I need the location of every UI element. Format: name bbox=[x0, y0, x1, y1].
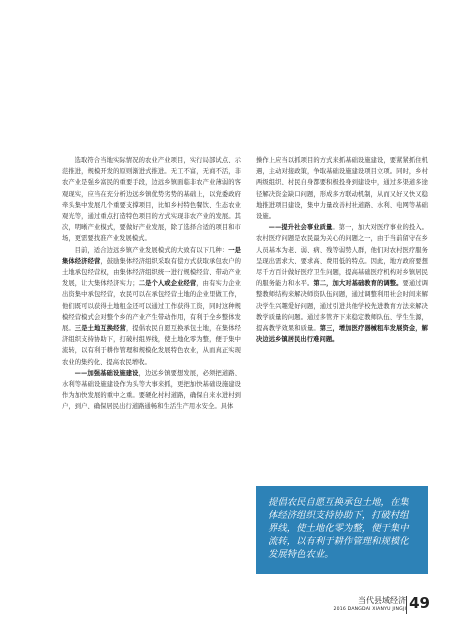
left-column bbox=[62, 155, 241, 413]
section-heading: ——提升社会事业质量 bbox=[268, 224, 333, 232]
bold-lead: 二是个人或企业经营 bbox=[138, 280, 197, 288]
page-number: 49 bbox=[409, 594, 430, 612]
bold-lead: 第二，加大对基础教育的调整。 bbox=[313, 280, 403, 288]
right-column bbox=[256, 155, 428, 345]
section-heading: ——加强基础设施建设 bbox=[74, 369, 139, 377]
pull-quote-box bbox=[256, 486, 428, 574]
paragraph: 选取符合当地实际情况的农业产业项目，实行局部试点、示范推进，规模开发的原则渐进式推进。无工不富，无商不活，非农产业是强乡富民的重要手段，边远乡镇面临非农产业薄弱的客观现实，应当在充分析边远乡镇优势劣势的基础上，以党委政府牵头集中发展几个重要支撑项目，比如乡村特色餐饮、生态农业观光等，通过重点打造特色项目的方式实现非农产业的发展。其次，明晰产业模式，要做好产业发展，除了选择合适的项目和市场，更需要找准产业发展模式。 bbox=[62, 157, 241, 243]
paragraph: ——加强基础设施建设，边远乡镇要想发展，必须把道路、水利等基础设施建设作为头等大事来抓，更把加快基础设施建设作为加快发展的重中之重。要硬化村村道路，确保自来水进村到户，到户、确保居民出行道路通畅和生活生产用水安全。具体 bbox=[62, 369, 241, 411]
paragraph: ——提升社会事业质量。第一，加大对医疗事业的投入。农村医疗问题是农民最为关心的问题之一，由于当前留守在乡人员基本为老、弱、病、残等弱势人群，他们对农村医疗服务呈现出需求大、要求高、费用低的特点。因此，地方政府要想尽千方百计做好医疗卫生问题，提高基础医疗机构对乡镇居民的服务能力和水平。第二，加大对基础教育的调整。要通过调整教师结构来解决师资队伍问题，通过调整利用社会时间来解决学生兴趣爱好问题，通过引进共他学校先进教育方法来解决教学质量的问题。通过多管齐下来稳定教师队伍、学生生源，提高教学效果和质量。第三，增加医疗器械租车发展资金，解决边远乡镇居民出行难问题。 bbox=[256, 224, 429, 344]
paragraph: 操作上应当以抓项目的方式来抓基础设施建设，要紧紧抓住机遇，主动对接政策，争取基础设施建设项目立项。同时，乡村两级组织、村民自身都要积极投身到建设中，通过多渠道多途径解决资金缺口问题，形成多方联动机制，从而又好又快又稳地推进项目建设，集中力量改善村社道路、水利、电网等基础设施。 bbox=[256, 157, 428, 221]
magazine-subtitle: 2016 DANGDAI XIANYU JINGJI bbox=[333, 607, 406, 612]
bold-lead: 三是土地互换经营 bbox=[74, 325, 126, 333]
footer-masthead bbox=[246, 596, 406, 613]
magazine-title: 当代县域经济 bbox=[358, 596, 406, 605]
paragraph: 目前，适合边远乡镇产业发展模式的大致有以下几种：一是集体经济经营，鼓励集体经济组织采取有偿方式获取承包农户的土地承包经营权，由集体经济组织统一进行规模经营、带动产业发展，让大集体经济实力；二是个人或企业经营，由有实力企业出资集中承包经营，农民可以在承包经营土地的企业里做工作，他们既可以获得土地租金还可以通过工作获得工资，同时这种规模经营模式会对整个乡的产业产生带动作用，有利于全乡整体发展。三是土地互换经营，提倡农民自愿互换承包土地，在集体经济组织支持协助下，打破村组界线，使土地化零为整，便于集中流转，以有利于耕作管理和规模化发展特色农业，从而真正实现农业的集约化、提高农民增收。 bbox=[62, 246, 241, 366]
bold-lead: 一是集体经济经营 bbox=[62, 246, 241, 265]
bold-lead: 第三，增加医疗器械租车发展资金，解决边远乡镇居民出行难问题。 bbox=[256, 325, 429, 344]
pull-quote-text: 提倡农民自愿互换承包土地，在集体经济组织支持协助下，打破村组界线，使土地化零为整，便于集中流转，以有利于耕作管理和规模化发展特色农业。 bbox=[268, 497, 409, 560]
footer-divider bbox=[406, 596, 407, 614]
